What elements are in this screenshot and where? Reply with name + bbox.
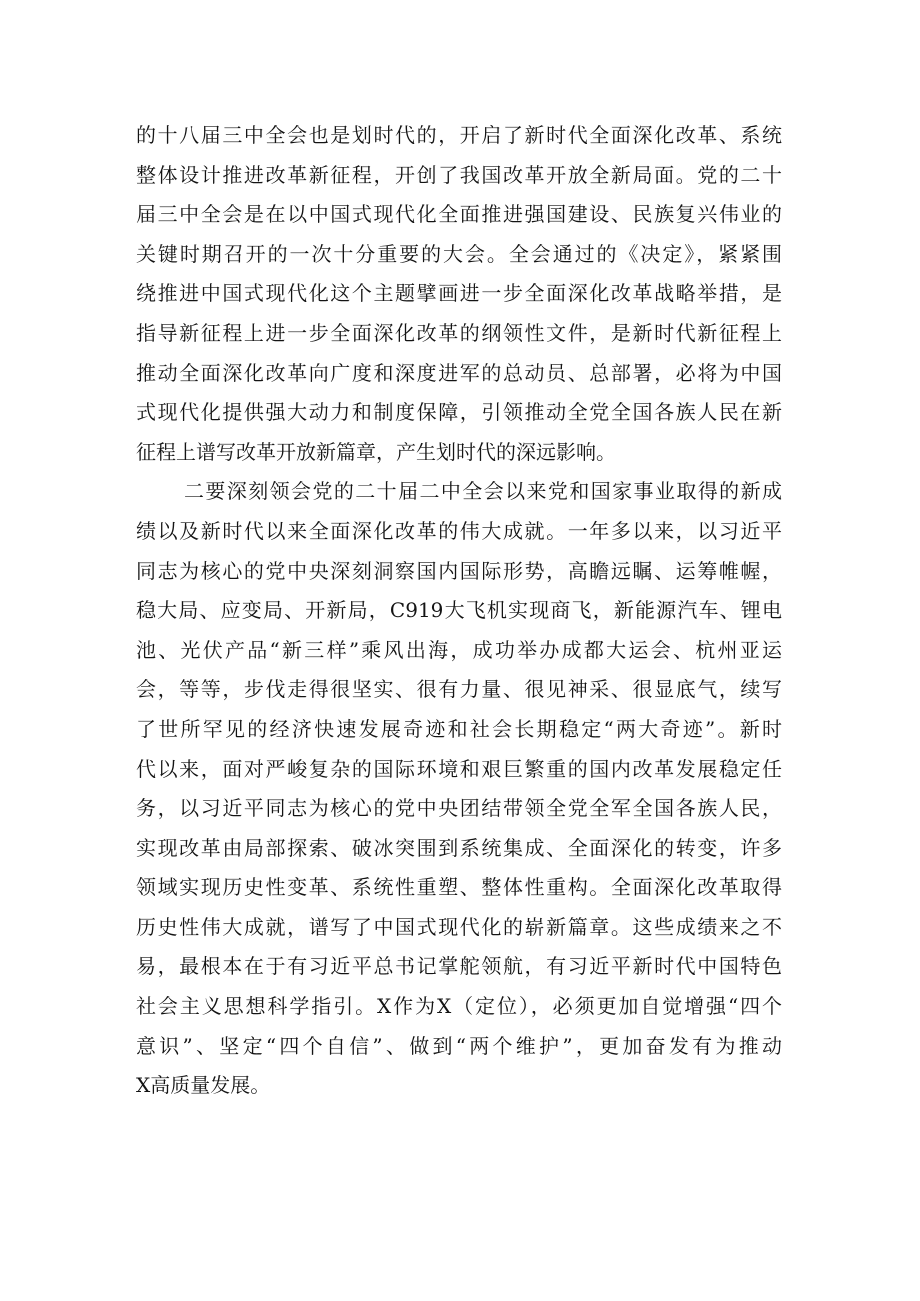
text-line: 意识”、坚定“四个自信”、做到“两个维护”，更加奋发有为推动 bbox=[136, 1033, 782, 1058]
text-line: 社会主义思想科学指引。X作为X（定位），必须更加自觉增强“四个 bbox=[136, 994, 782, 1019]
text-line: 推动全面深化改革向广度和深度进军的总动员、总部署，必将为中国 bbox=[136, 360, 782, 385]
text-line: 式现代化提供强大动力和制度保障，引领推动全党全国各族人民在新 bbox=[136, 400, 782, 425]
text-line: 会，等等，步伐走得很坚实、很有力量、很见神采、很显底气，续写 bbox=[136, 677, 782, 702]
text-line: 绕推进中国式现代化这个主题擘画进一步全面深化改革战略举措，是 bbox=[136, 281, 782, 306]
text-line: 绩以及新时代以来全面深化改革的伟大成就。一年多以来，以习近平 bbox=[136, 518, 782, 543]
paragraph-2 bbox=[136, 472, 782, 1106]
text-line: 届三中全会是在以中国式现代化全面推进强国建设、民族复兴伟业的 bbox=[136, 202, 782, 227]
text-line: 易，最根本在于有习近平总书记掌舵领航，有习近平新时代中国特色 bbox=[136, 954, 782, 979]
text-line: 关键时期召开的一次十分重要的大会。全会通过的《决定》，紧紧围 bbox=[136, 241, 782, 266]
text-line: 务，以习近平同志为核心的党中央团结带领全党全军全国各族人民， bbox=[136, 796, 782, 821]
text-line: 领域实现历史性变革、系统性重塑、整体性重构。全面深化改革取得 bbox=[136, 875, 782, 900]
text-line: 历史性伟大成就，谱写了中国式现代化的崭新篇章。这些成绩来之不 bbox=[136, 914, 782, 939]
text-line: 代以来，面对严峻复杂的国际环境和艰巨繁重的国内改革发展稳定任 bbox=[136, 756, 782, 781]
text-line: 整体设计推进改革新征程，开创了我国改革开放全新局面。党的二十 bbox=[136, 162, 782, 187]
paragraph-1 bbox=[136, 116, 782, 472]
text-line: 征程上谱写改革开放新篇章，产生划时代的深远影响。 bbox=[136, 439, 616, 464]
document-body bbox=[136, 116, 782, 1106]
text-line: 稳大局、应变局、开新局，C919大飞机实现商飞，新能源汽车、锂电 bbox=[136, 598, 782, 623]
text-line: 指导新征程上进一步全面深化改革的纲领性文件，是新时代新征程上 bbox=[136, 320, 782, 345]
text-line: 实现改革由局部探索、破冰突围到系统集成、全面深化的转变，许多 bbox=[136, 835, 782, 860]
text-line: 了世所罕见的经济快速发展奇迹和社会长期稳定“两大奇迹”。新时 bbox=[136, 716, 782, 741]
text-line: 二要深刻领会党的二十届二中全会以来党和国家事业取得的新成 bbox=[184, 479, 782, 504]
text-line: 同志为核心的党中央深刻洞察国内国际形势，高瞻远瞩、运筹帷幄， bbox=[136, 558, 782, 583]
text-line: X高质量发展。 bbox=[136, 1073, 271, 1098]
text-line: 的十八届三中全会也是划时代的，开启了新时代全面深化改革、系统 bbox=[136, 123, 782, 147]
text-line: 池、光伏产品“新三样”乘风出海，成功举办成都大运会、杭州亚运 bbox=[136, 637, 782, 662]
